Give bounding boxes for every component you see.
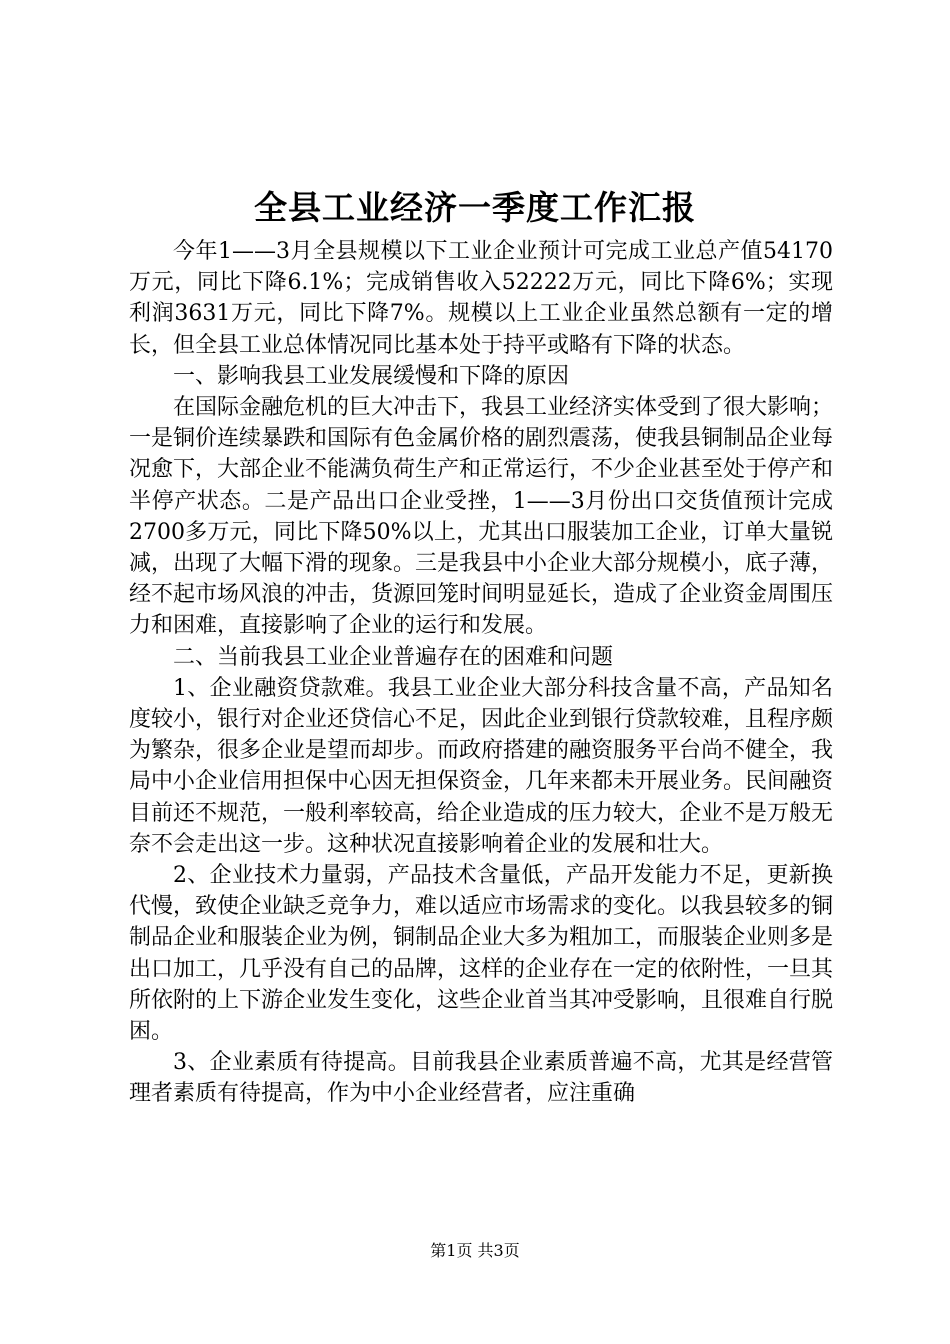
paragraph-problem-3: 3、企业素质有待提高。目前我县企业素质普遍不高，尤其是经营管理者素质有待提高，作为中小企业经营者，应注重确 [129,1050,833,1107]
paragraph-intro: 今年1——3月全县规模以下工业企业预计可完成工业总产值54170万元，同比下降6.1%；完成销售收入52222万元，同比下降6%；实现利润3631万元，同比下降7%。规模以上工业企业虽然总额有一定的增长，但全县工业总体情况同比基本处于持平或略有下降的状态。 [129,239,833,358]
section-heading-2: 二、当前我县工业企业普遍存在的困难和问题 [173,644,614,670]
paragraph-causes: 在国际金融危机的巨大冲击下，我县工业经济实体受到了很大影响；一是铜价连续暴跌和国际有色金属价格的剧烈震荡，使我县铜制品企业每况愈下，大部企业不能满负荷生产和正常运行，不少企业甚至处于停产和半停产状态。二是产品出口企业受挫，1——3月份出口交货值预计完成2700多万元，同比下降50%以上，尤其出口服装加工企业，订单大量锐减，出现了大幅下滑的现象。三是我县中小企业大部分规模小，底子薄，经不起市场风浪的冲击，货源回笼时间明显延长，造成了企业资金周围压力和困难，直接影响了企业的运行和发展。 [129,395,834,639]
document-body [129,236,833,1110]
paragraph-problem-1: 1、企业融资贷款难。我县工业企业大部分科技含量不高，产品知名度较小，银行对企业还贷信心不足，因此企业到银行贷款较难，且程序颇为繁杂，很多企业是望而却步。而政府搭建的融资服务平台尚不健全，我局中小企业信用担保中心因无担保资金，几年来都未开展业务。民间融资目前还不规范，一般利率较高，给企业造成的压力较大，企业不是万般无奈不会走出这一步。这种状况直接影响着企业的发展和壮大。 [129,675,834,857]
paragraph-problem-2: 2、企业技术力量弱，产品技术含量低，产品开发能力不足，更新换代慢，致使企业缺乏竞争力，难以适应市场需求的变化。以我县较多的铜制品企业和服装企业为例，铜制品企业大多为粗加工，而服装企业则多是出口加工，几乎没有自己的品牌，这样的企业存在一定的依附性，一旦其所依附的上下游企业发生变化，这些企业首当其冲受影响，且很难自行脱困。 [129,863,834,1045]
section-heading-1: 一、影响我县工业发展缓慢和下降的原因 [173,363,570,389]
page-footer: 第1页 共3页 [430,1241,520,1260]
document-title: 全县工业经济一季度工作汇报 [254,188,696,227]
